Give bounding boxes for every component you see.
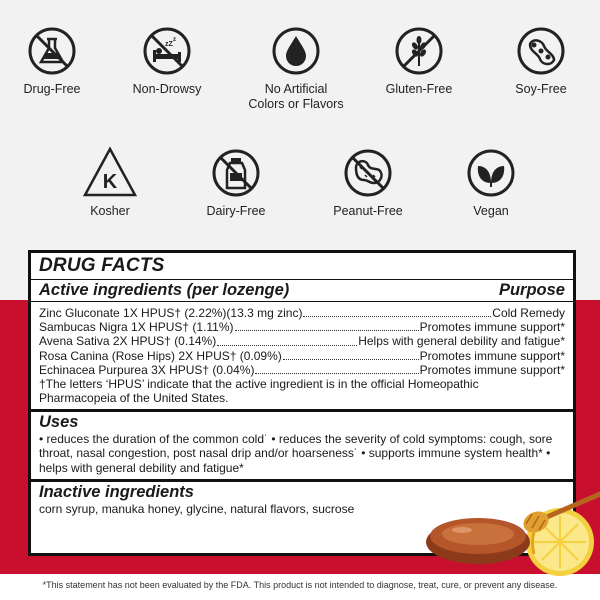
svg-text:K: K	[102, 171, 118, 193]
vegan-label: Vegan	[473, 204, 509, 218]
ingredient-row	[39, 306, 565, 320]
hpus-note: †The letters ‘HPUS’ indicate that the active ingredient is in the official Homeopathic Pharmacopeia of the United States.	[39, 377, 479, 406]
non-drowsy-icon	[142, 26, 192, 76]
ingredient-row	[39, 334, 565, 348]
soy-free-badge	[493, 26, 589, 97]
uses-heading: Uses	[39, 413, 79, 432]
no-artificial-colors-icon	[271, 26, 321, 76]
ingredient-name: Sambucas Nigra 1X HPUS† (1.11%)	[39, 320, 234, 335]
ingredient-list	[39, 302, 565, 405]
gluten-free-label: Gluten-Free	[385, 82, 453, 96]
drug-free-badge	[4, 26, 100, 97]
kosher-icon	[82, 146, 138, 198]
ingredient-name: Rosa Canina (Rose Hips) 2X HPUS† (0.09%)	[39, 348, 282, 363]
leader-dots	[283, 350, 419, 360]
active-ingredients-header	[39, 280, 565, 300]
svg-text:z: z	[173, 37, 176, 43]
drug-free-label: Drug-Free	[23, 82, 81, 96]
kosher-label: Kosher	[90, 204, 130, 218]
ingredient-name: Avena Sativa 2X HPUS† (0.14%)	[39, 334, 217, 349]
vegan-icon	[466, 148, 516, 198]
drug-free-icon	[27, 26, 77, 76]
lozenge-icon	[426, 518, 530, 564]
dairy-free-label: Dairy-Free	[206, 204, 266, 218]
svg-text:zZ: zZ	[165, 41, 173, 48]
no-artificial-colors-label: No Artificial Colors or Flavors	[248, 82, 344, 111]
leader-dots	[235, 321, 419, 331]
no-artificial-colors-badge	[248, 26, 344, 112]
leader-dots	[255, 364, 418, 374]
uses-text: • reduces the duration of the common cold˙ • reduces the severity of cold symptoms: cough, sore throat, nasal congestion, post nasal drip and/or hoarseness˙ • supports immune system health* • helps with general debility and fatigue*	[39, 432, 553, 475]
ingredient-purpose: Helps with general debility and fatigue*	[358, 334, 565, 349]
peanut-free-badge	[320, 148, 416, 219]
fda-disclaimer: *This statement has not been evaluated by the FDA. This product is not intended to diagnose, treat, cure, or prevent any disease.	[42, 580, 558, 590]
dairy-free-badge	[188, 148, 284, 219]
soy-free-icon	[516, 26, 566, 76]
ingredient-purpose: Promotes immune support*	[419, 320, 565, 335]
peanut-free-icon	[343, 148, 393, 198]
inactive-ingredients-heading: Inactive ingredients	[39, 483, 194, 502]
ingredient-row	[39, 363, 565, 377]
drug-facts-title: DRUG FACTS	[39, 255, 165, 276]
peanut-free-label: Peanut-Free	[333, 204, 403, 218]
non-drowsy-badge	[119, 26, 215, 97]
gluten-free-icon	[394, 26, 444, 76]
kosher-badge	[62, 146, 158, 219]
purpose-heading: Purpose	[498, 281, 565, 299]
lozenge-lemon-honey-illustration	[420, 480, 600, 580]
leader-dots	[217, 336, 357, 346]
active-ingredients-heading: Active ingredients (per lozenge)	[39, 281, 290, 299]
ingredient-purpose: Promotes immune support*	[419, 348, 565, 363]
ingredient-name: Zinc Gluconate 1X HPUS† (2.22%)(13.3 mg zinc)	[39, 306, 303, 320]
gluten-free-badge	[371, 26, 467, 97]
ingredient-row	[39, 349, 565, 363]
vegan-badge	[443, 148, 539, 219]
soy-free-label: Soy-Free	[515, 82, 567, 96]
ingredient-row	[39, 320, 565, 334]
ingredient-purpose: Promotes immune support*	[419, 362, 565, 377]
ingredient-name: Echinacea Purpurea 3X HPUS† (0.04%)	[39, 362, 255, 377]
inactive-ingredients-text: corn syrup, manuka honey, glycine, natural flavors, sucrose	[39, 502, 355, 517]
dairy-free-icon	[211, 148, 261, 198]
non-drowsy-label: Non-Drowsy	[132, 82, 202, 96]
ingredient-purpose: Cold Remedy	[492, 306, 565, 320]
leader-dots	[303, 307, 491, 317]
